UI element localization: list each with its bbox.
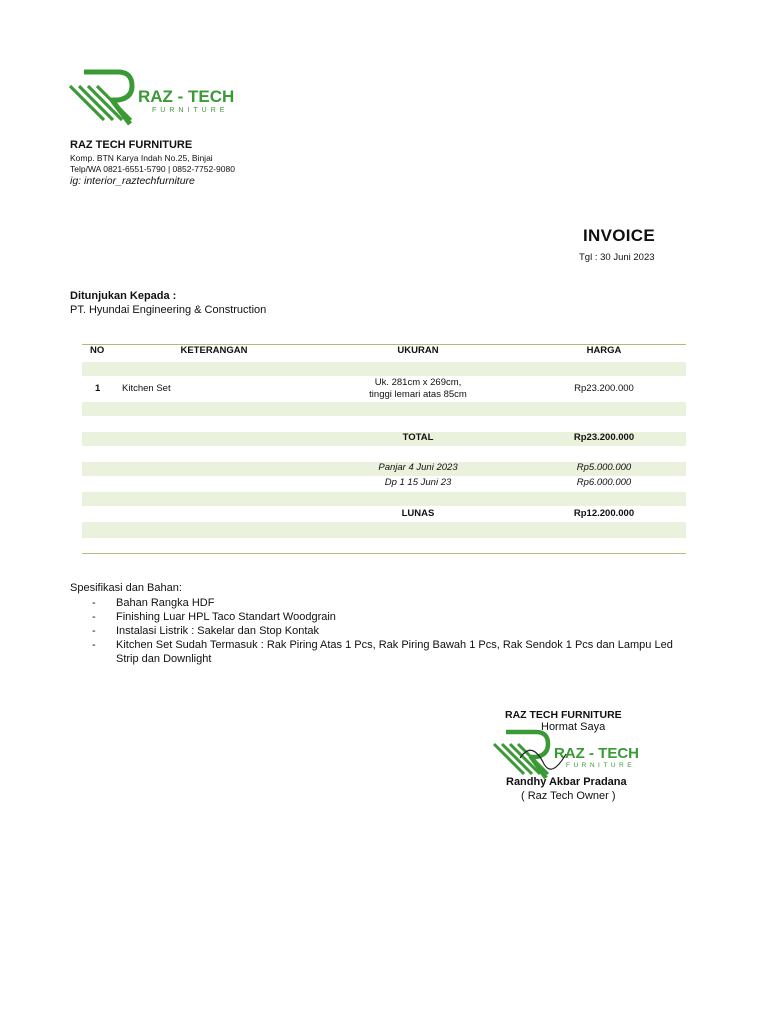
payment-label: Panjar 4 Juni 2023 [378, 462, 458, 473]
invoice-date: Tgl : 30 Juni 2023 [579, 252, 655, 263]
item-size-line1: Uk. 281cm x 269cm, [374, 377, 462, 388]
spec-text: Finishing Luar HPL Taco Standart Woodgrain [116, 611, 336, 623]
logo-sub-text: FURNITURE [152, 107, 229, 114]
logo-main-text: RAZ - TECH [138, 87, 235, 106]
stamp-sub-text: FURNITURE [566, 762, 636, 769]
total-value: Rp23.200.000 [573, 432, 635, 443]
header-description: KETERANGAN [180, 345, 248, 356]
specs-title: Spesifikasi dan Bahan: [70, 582, 182, 594]
list-item [70, 596, 690, 610]
company-logo [68, 66, 238, 132]
paid-label: LUNAS [401, 508, 435, 519]
payment-label: Dp 1 15 Juni 23 [384, 477, 452, 488]
invoice-title: INVOICE [583, 226, 656, 245]
list-bullet: - [92, 597, 96, 609]
spec-text: Bahan Rangka HDF [116, 597, 215, 609]
list-item [70, 638, 696, 666]
signature-regards: Hormat Saya [541, 721, 606, 733]
recipient-label: Ditunjukan Kepada : [70, 290, 177, 302]
header-no: NO [90, 345, 105, 356]
signature-name: Randhy Akbar Pradana [506, 776, 627, 788]
header-size: UKURAN [397, 345, 439, 356]
specs-list [70, 596, 690, 666]
table-bottom-border [82, 553, 686, 554]
payment-value: Rp5.000.000 [576, 462, 632, 473]
item-price: Rp23.200.000 [574, 383, 634, 394]
invoice-table [82, 344, 686, 555]
item-description: Kitchen Set [122, 383, 171, 394]
header-price: HARGA [586, 345, 622, 356]
item-size-line2: tinggi lemari atas 85cm [369, 389, 467, 400]
list-item [70, 610, 690, 624]
company-phone: Telp/WA 0821-6551-5790 | 0852-7752-9080 [70, 164, 235, 174]
paid-value: Rp12.200.000 [573, 508, 635, 519]
item-no: 1 [95, 383, 101, 394]
table-band [82, 402, 686, 416]
signature-company: RAZ TECH FURNITURE [505, 709, 622, 721]
company-name: RAZ TECH FURNITURE [70, 139, 193, 151]
spec-text: Kitchen Set Sudah Termasuk : Rak Piring Atas 1 Pcs, Rak Piring Bawah 1 Pcs, Rak Sendok 1 Pcs dan Lampu Led Strip dan Downlight [116, 639, 673, 665]
signature-role: ( Raz Tech Owner ) [521, 790, 616, 802]
total-label: TOTAL [402, 432, 434, 443]
list-bullet: - [92, 639, 96, 651]
table-band [82, 362, 686, 376]
stamp-main-text: RAZ - TECH [554, 745, 639, 762]
table-band [82, 492, 686, 506]
payment-value: Rp6.000.000 [576, 477, 632, 488]
list-bullet: - [92, 611, 96, 623]
table-band [82, 522, 686, 538]
recipient-name: PT. Hyundai Engineering & Construction [70, 304, 267, 316]
list-bullet: - [92, 625, 96, 637]
company-instagram: ig: interior_raztechfurniture [70, 175, 195, 187]
raz-tech-logo-icon [68, 66, 238, 132]
list-item [70, 624, 690, 638]
spec-text: Instalasi Listrik : Sakelar dan Stop Kontak [116, 625, 319, 637]
company-address: Komp. BTN Karya Indah No.25, Binjai [70, 153, 213, 163]
